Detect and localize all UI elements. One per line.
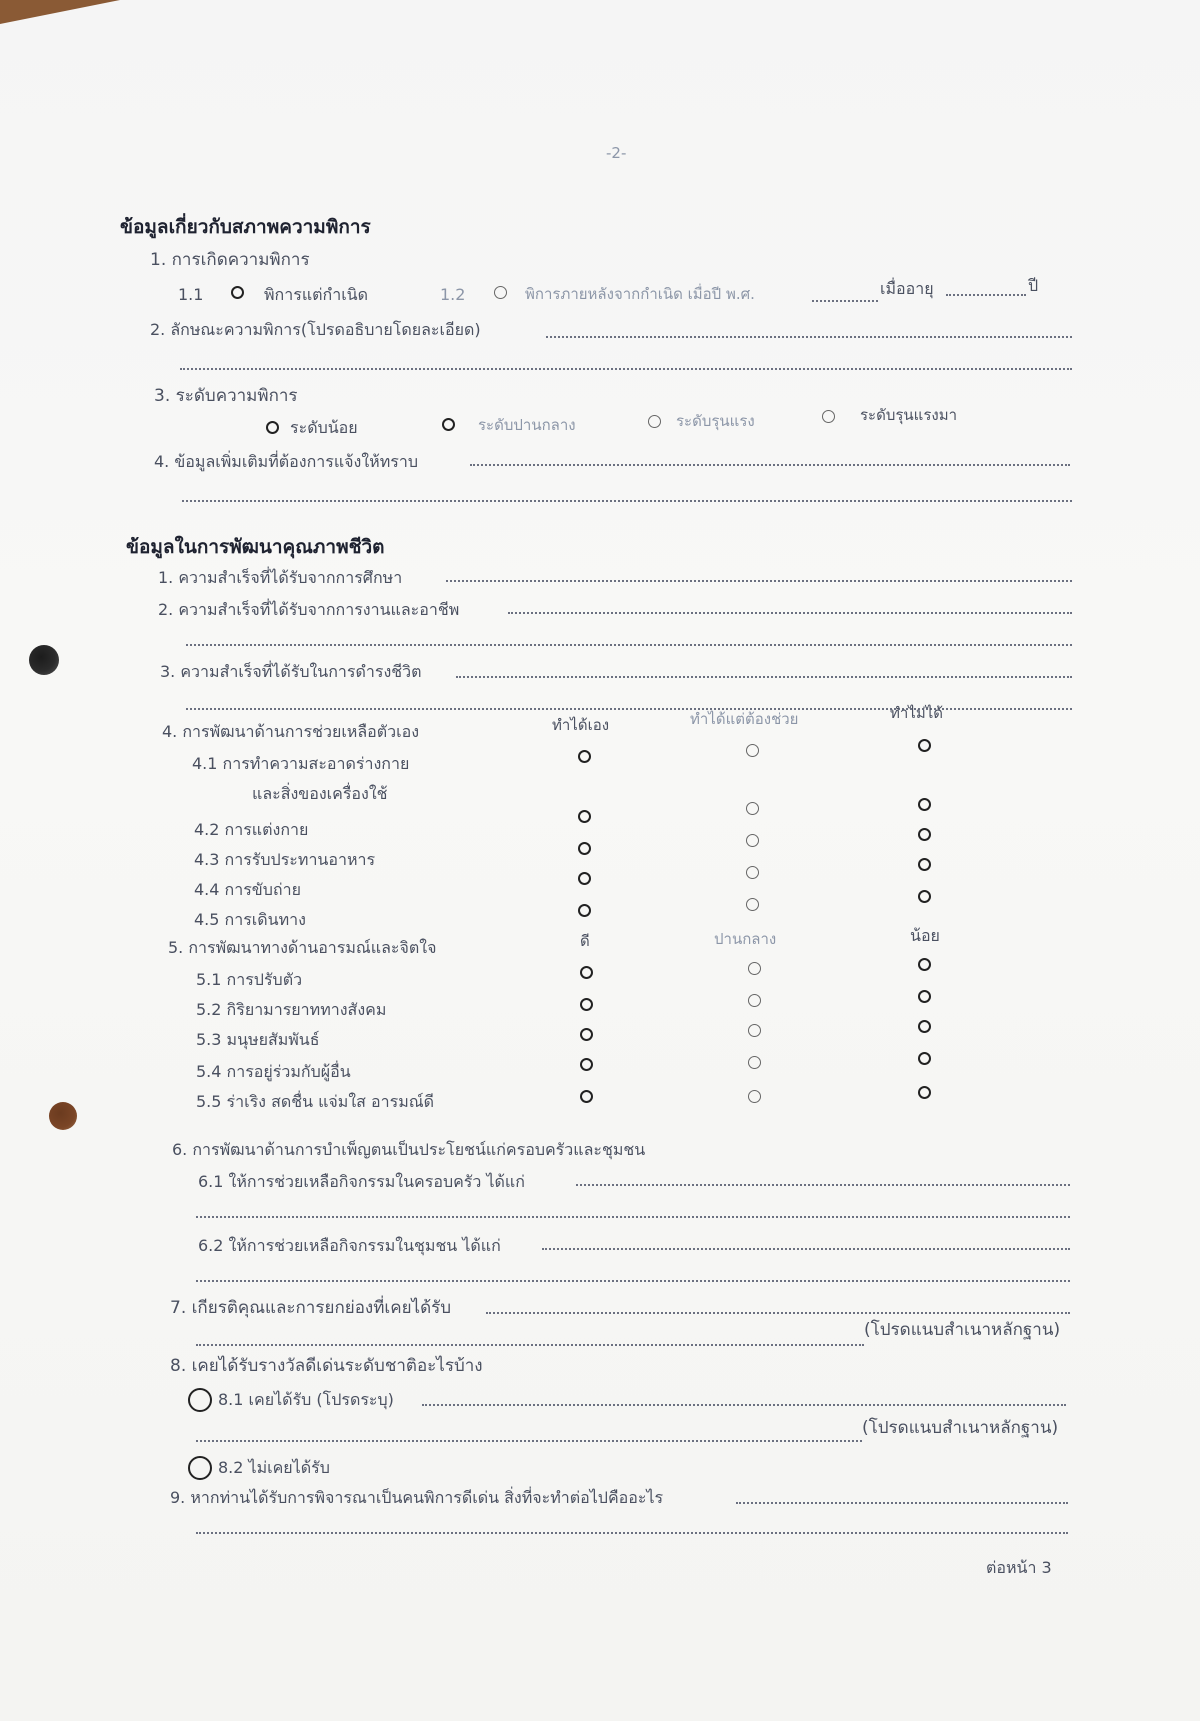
q5-5-medium-radio[interactable] <box>748 1090 761 1103</box>
disability-q1-opt2: พิการภายหลังจากกำเนิด เมื่อปี พ.ศ. <box>525 285 755 303</box>
q4-1-unable-radio[interactable] <box>918 739 931 752</box>
honors-field[interactable] <box>486 1312 1070 1314</box>
disability-q1-opt1: พิการแต่กำเนิด <box>264 285 368 304</box>
q4-3-assisted-radio[interactable] <box>746 834 759 847</box>
level-low-label: ระดับน้อย <box>290 418 358 437</box>
q4-5-assisted-radio[interactable] <box>746 898 759 911</box>
career-achievement-field-2[interactable] <box>186 644 1072 646</box>
q5-2-low-radio[interactable] <box>918 990 931 1003</box>
q4-4-unable-radio[interactable] <box>918 858 931 871</box>
quality-heading: ข้อมูลในการพัฒนาคุณภาพชีวิต <box>126 536 385 558</box>
q5-col-medium: ปานกลาง <box>714 930 777 948</box>
q5-3-low-radio[interactable] <box>918 1020 931 1033</box>
award-detail-field-2[interactable] <box>196 1440 862 1442</box>
q4-4-self-radio[interactable] <box>578 872 591 885</box>
q4-item-3: 4.3 การรับประทานอาหาร <box>194 850 376 869</box>
q5-2-medium-radio[interactable] <box>748 994 761 1007</box>
punch-hole-top <box>29 645 59 675</box>
q4-1-self-radio[interactable] <box>578 750 591 763</box>
q5-5-low-radio[interactable] <box>918 1086 931 1099</box>
award-detail-field[interactable] <box>422 1404 1066 1406</box>
q4-3-self-radio[interactable] <box>578 842 591 855</box>
q5-4-good-radio[interactable] <box>580 1058 593 1071</box>
q4-item-4: 4.4 การขับถ่าย <box>194 880 301 899</box>
disability-q1-year: ปี <box>1028 276 1039 295</box>
q7-attach-note: (โปรดแนบสำเนาหลักฐาน) <box>864 1320 1061 1340</box>
q5-item-3: 5.3 มนุษยสัมพันธ์ <box>196 1030 320 1049</box>
quality-q2: 2. ความสำเร็จที่ได้รับจากการงานและอาชีพ <box>158 600 460 619</box>
quality-q8-1: 8.1 เคยได้รับ (โปรดระบุ) <box>218 1390 394 1409</box>
award-received-radio[interactable] <box>188 1388 212 1412</box>
q4-4-assisted-radio[interactable] <box>746 866 759 879</box>
q5-1-good-radio[interactable] <box>580 966 593 979</box>
q5-3-medium-radio[interactable] <box>748 1024 761 1037</box>
q8-attach-note: (โปรดแนบสำเนาหลักฐาน) <box>862 1418 1059 1438</box>
q4-col-assisted: ทำได้แต่ต้องช่วย <box>690 710 799 728</box>
future-plan-field-2[interactable] <box>196 1532 1068 1534</box>
education-achievement-field[interactable] <box>446 580 1072 582</box>
q5-3-good-radio[interactable] <box>580 1028 593 1041</box>
quality-q6-2: 6.2 ให้การช่วยเหลือกิจกรรมในชุมชน ได้แก่ <box>198 1236 501 1255</box>
q5-col-good: ดี <box>580 932 590 950</box>
family-activity-field[interactable] <box>576 1184 1070 1186</box>
q5-item-5: 5.5 ร่าเริง สดชื่น แจ่มใส อารมณ์ดี <box>196 1092 434 1111</box>
quality-q6-1: 6.1 ให้การช่วยเหลือกิจกรรมในครอบครัว ได้แก่ <box>198 1172 525 1191</box>
level-medium-label: ระดับปานกลาง <box>478 416 576 434</box>
q4-col-unable: ทำไม่ได้ <box>890 704 944 722</box>
q5-item-1: 5.1 การปรับตัว <box>196 970 303 989</box>
level-medium-radio[interactable] <box>442 418 455 431</box>
career-achievement-field[interactable] <box>508 612 1072 614</box>
age-field[interactable] <box>946 294 1026 296</box>
q5-4-low-radio[interactable] <box>918 1052 931 1065</box>
congenital-radio[interactable] <box>231 286 244 299</box>
disability-q1-opt2-num: 1.2 <box>440 285 466 304</box>
future-plan-field[interactable] <box>736 1502 1068 1504</box>
page-number: -2- <box>606 144 627 162</box>
acquired-year-field[interactable] <box>812 300 878 302</box>
quality-q7: 7. เกียรติคุณและการยกย่องที่เคยได้รับ <box>170 1298 452 1318</box>
q4-item-2: 4.2 การแต่งกาย <box>194 820 309 839</box>
level-very-severe-label: ระดับรุนแรงมา <box>860 406 958 424</box>
level-low-radio[interactable] <box>266 421 279 434</box>
quality-q9: 9. หากท่านได้รับการพิจารณาเป็นคนพิการดีเด่น สิ่งที่จะทำต่อไปคืออะไร <box>170 1488 664 1507</box>
q4-1-assisted-radio[interactable] <box>746 744 759 757</box>
quality-q8-2: 8.2 ไม่เคยได้รับ <box>218 1458 330 1477</box>
continue-page-note: ต่อหน้า 3 <box>986 1558 1052 1577</box>
disability-q1: 1. การเกิดความพิการ <box>150 250 310 270</box>
level-severe-label: ระดับรุนแรง <box>676 412 755 430</box>
q4-5-unable-radio[interactable] <box>918 890 931 903</box>
q4-3-unable-radio[interactable] <box>918 828 931 841</box>
quality-q3: 3. ความสำเร็จที่ได้รับในการดำรงชีวิต <box>160 662 422 681</box>
quality-q4: 4. การพัฒนาด้านการช่วยเหลือตัวเอง <box>162 722 420 741</box>
disability-q1-opt1-num: 1.1 <box>178 285 204 304</box>
q5-item-4: 5.4 การอยู่ร่วมกับผู้อื่น <box>196 1062 351 1081</box>
q5-item-2: 5.2 กิริยามารยาททางสังคม <box>196 1000 387 1019</box>
family-activity-field-2[interactable] <box>196 1216 1070 1218</box>
additional-info-field[interactable] <box>470 464 1070 466</box>
punch-hole-bottom <box>49 1102 77 1130</box>
q4-2-self-radio[interactable] <box>578 810 591 823</box>
disability-description-field[interactable] <box>546 336 1072 338</box>
page-corner-fold <box>0 0 120 24</box>
q4-2-assisted-radio[interactable] <box>746 802 759 815</box>
q4-item-5: 4.5 การเดินทาง <box>194 910 306 929</box>
disability-q2: 2. ลักษณะความพิการ(โปรดอธิบายโดยละเอียด) <box>150 320 481 339</box>
quality-q8: 8. เคยได้รับรางวัลดีเด่นระดับชาติอะไรบ้าง <box>170 1356 483 1376</box>
q4-col-self: ทำได้เอง <box>552 716 610 734</box>
acquired-radio[interactable] <box>494 286 507 299</box>
community-activity-field[interactable] <box>542 1248 1070 1250</box>
level-very-severe-radio[interactable] <box>822 410 835 423</box>
disability-q1-age: เมื่ออายุ <box>880 279 934 298</box>
level-severe-radio[interactable] <box>648 415 661 428</box>
disability-q4: 4. ข้อมูลเพิ่มเติมที่ต้องการแจ้งให้ทราบ <box>154 452 418 471</box>
honors-field-2[interactable] <box>196 1344 864 1346</box>
disability-heading: ข้อมูลเกี่ยวกับสภาพความพิการ <box>120 216 371 238</box>
q5-col-low: น้อย <box>910 926 940 945</box>
q4-2-unable-radio[interactable] <box>918 798 931 811</box>
q5-4-medium-radio[interactable] <box>748 1056 761 1069</box>
community-activity-field-2[interactable] <box>196 1280 1070 1282</box>
q5-1-medium-radio[interactable] <box>748 962 761 975</box>
q5-1-low-radio[interactable] <box>918 958 931 971</box>
disability-description-field-2[interactable] <box>180 368 1072 370</box>
award-not-received-radio[interactable] <box>188 1456 212 1480</box>
q5-5-good-radio[interactable] <box>580 1090 593 1103</box>
q4-item-1-cont: และสิ่งของเครื่องใช้ <box>252 784 388 803</box>
q5-2-good-radio[interactable] <box>580 998 593 1011</box>
additional-info-field-2[interactable] <box>182 500 1072 502</box>
quality-q6: 6. การพัฒนาด้านการบำเพ็ญตนเป็นประโยชน์แก่ครอบครัวและชุมชน <box>172 1140 646 1159</box>
quality-q5: 5. การพัฒนาทางด้านอารมณ์และจิตใจ <box>168 938 437 957</box>
quality-q1: 1. ความสำเร็จที่ได้รับจากการศึกษา <box>158 568 403 587</box>
q4-item-1: 4.1 การทำความสะอาดร่างกาย <box>192 754 410 773</box>
disability-q3: 3. ระดับความพิการ <box>154 386 298 406</box>
q4-5-self-radio[interactable] <box>578 904 591 917</box>
life-achievement-field[interactable] <box>456 676 1072 678</box>
